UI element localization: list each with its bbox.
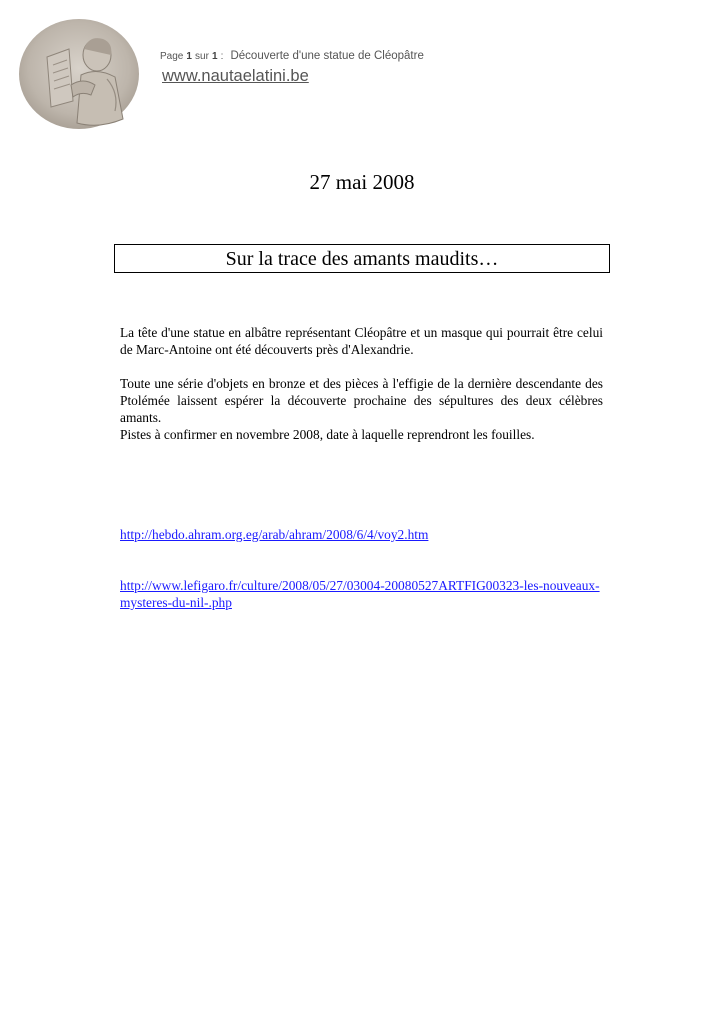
article-title: Sur la trace des amants maudits… — [114, 244, 610, 273]
paragraph-1: La tête d'une statue en albâtre représentant Cléopâtre et un masque qui pourrait être celui de Marc-Antoine ont été découverts près d'Alexandrie. — [120, 325, 603, 357]
ahram-link[interactable]: http://hebdo.ahram.org.eg/arab/ahram/2008/6/4/voy2.htm — [120, 527, 429, 542]
lefigaro-link[interactable]: http://www.lefigaro.fr/culture/2008/05/27/03004-20080527ARTFIG00323-les-nouveaux-mysteres-du-nil-.php — [120, 578, 600, 610]
document-title: Découverte d'une statue de Cléopâtre — [230, 50, 424, 62]
paragraph-2: Toute une série d'objets en bronze et des pièces à l'effigie de la dernière descendante des Ptolémée laissent espérer la découverte prochaine des sépultures des deux célèbres amants. — [120, 376, 603, 425]
page-current: 1 — [186, 51, 192, 62]
site-link[interactable]: www.nautaelatini.be — [162, 67, 309, 85]
page-word: Page — [160, 51, 184, 62]
page-header — [160, 50, 424, 62]
article-date: 27 mai 2008 — [309, 170, 415, 194]
paragraph-3: Pistes à confirmer en novembre 2008, date à laquelle reprendront les fouilles. — [120, 427, 535, 442]
relief-logo-icon — [19, 19, 139, 129]
header-separator: : — [220, 51, 224, 62]
of-word: sur — [195, 51, 209, 62]
page-total: 1 — [212, 51, 218, 62]
